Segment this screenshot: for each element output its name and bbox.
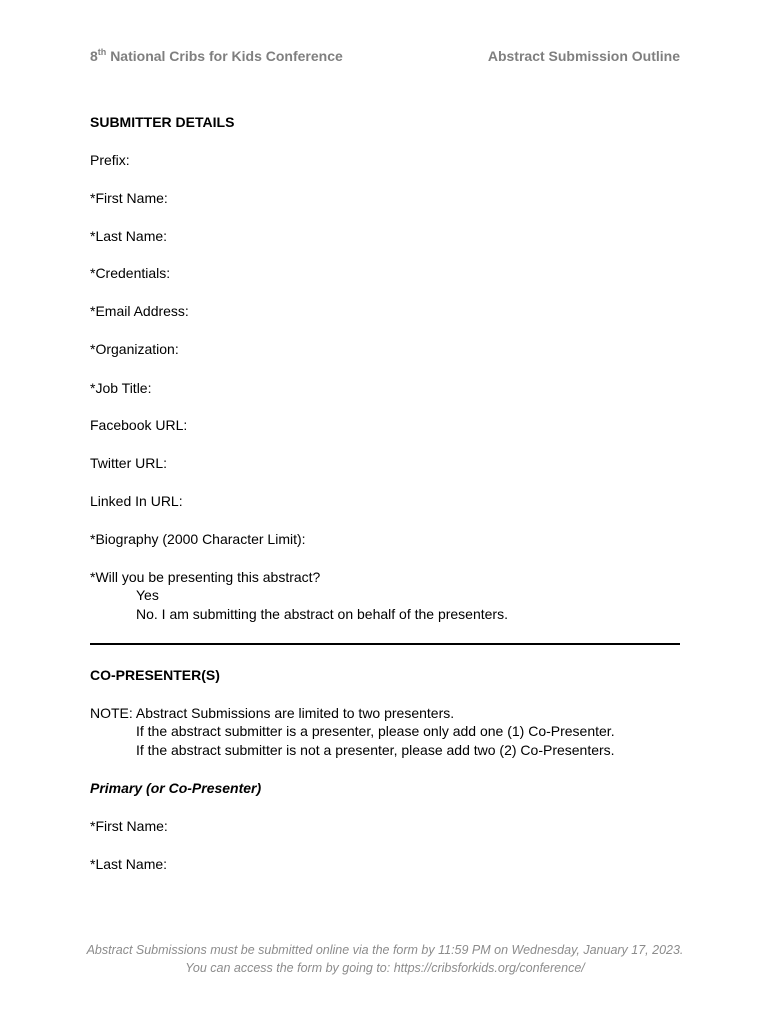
presenting-option-no: No. I am submitting the abstract on behalf of the presenters. <box>136 606 508 622</box>
submitter-details-heading: SUBMITTER DETAILS <box>90 114 235 130</box>
field-credentials: *Credentials: <box>90 265 171 281</box>
header-ordinal-suffix: th <box>97 47 107 57</box>
conference-header <box>90 48 343 64</box>
primary-copresenter-subheading: Primary (or Co-Presenter) <box>90 780 262 796</box>
copresenters-note-line-2: If the abstract submitter is not a presenter, please add two (2) Co-Presenters. <box>136 742 615 758</box>
field-biography: *Biography (2000 Character Limit): <box>90 531 306 547</box>
field-organization: *Organization: <box>90 341 179 357</box>
copresenters-note-line-1: If the abstract submitter is a presenter, please only add one (1) Co-Presenter. <box>136 723 615 739</box>
section-divider <box>90 643 680 645</box>
field-twitter-url: Twitter URL: <box>90 455 168 471</box>
header-conference-name: National Cribs for Kids Conference <box>110 48 343 64</box>
field-last-name: *Last Name: <box>90 228 168 244</box>
field-facebook-url: Facebook URL: <box>90 417 188 433</box>
field-linkedin-url: Linked In URL: <box>90 493 183 509</box>
document-title: Abstract Submission Outline <box>487 48 680 64</box>
field-email-address: *Email Address: <box>90 303 189 319</box>
copresenters-heading: CO-PRESENTER(S) <box>90 667 220 683</box>
copresenter-field-last-name: *Last Name: <box>90 856 168 872</box>
field-job-title: *Job Title: <box>90 380 152 396</box>
header-ordinal-number: 8 <box>90 48 98 64</box>
footer-deadline-note: Abstract Submissions must be submitted online via the form by 11:59 PM on Wednesday, January 17, 2023. <box>86 943 684 957</box>
field-first-name: *First Name: <box>90 190 168 206</box>
copresenters-note: NOTE: Abstract Submissions are limited to two presenters. <box>90 705 455 721</box>
presenting-option-yes: Yes <box>136 587 159 603</box>
copresenter-field-first-name: *First Name: <box>90 818 168 834</box>
field-prefix: Prefix: <box>90 152 130 168</box>
presenting-question: *Will you be presenting this abstract? <box>90 569 321 585</box>
footer-form-link-note: You can access the form by going to: https://cribsforkids.org/conference/ <box>185 961 585 975</box>
